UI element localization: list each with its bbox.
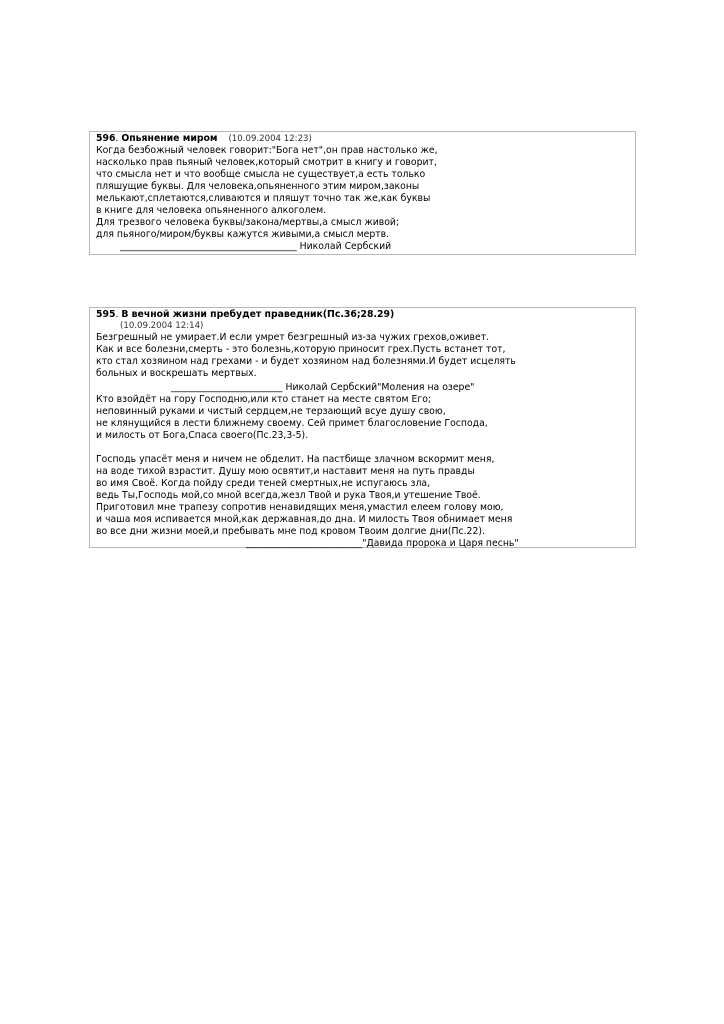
text-line: для пьяного/миром/буквы кажутся живыми,а смысл мертв. bbox=[96, 229, 390, 240]
post-number: 596 bbox=[96, 133, 116, 144]
text-line: неповинный руками и чистый сердцем,не терзающий всуе душу свою, bbox=[96, 406, 446, 417]
text-line: во все дни жизни моей,и пребывать мне под кровом Твоим долгие дни(Пс.22). bbox=[96, 526, 485, 537]
post-header: 595. В вечной жизни пребудет праведник(Пс.36;28.29) bbox=[96, 309, 395, 320]
text-line: кто стал хозяином над грехами - и будет хозяином над болезнями.И будет исцелять bbox=[96, 356, 516, 367]
post-title[interactable]: В вечной жизни пребудет праведник(Пс.36;28.29) bbox=[121, 309, 395, 320]
post-signature: ______________________________________ Николай Сербский bbox=[120, 241, 392, 252]
text-line: пляшущие буквы. Для человека,опьяненного этим миром,законы bbox=[96, 181, 420, 192]
post-number: 595 bbox=[96, 309, 116, 320]
text-line: Господь упасёт меня и ничем не обделит. На пастбище злачном вскормит меня, bbox=[96, 454, 495, 465]
text-line: на воде тихой взрастит. Душу мою освятит,и наставит меня на путь правды bbox=[96, 466, 475, 477]
text-line: Как и все болезни,смерть - это болезнь,которую приносит грех.Пусть встанет тот, bbox=[96, 344, 506, 355]
paragraph-gap bbox=[96, 442, 629, 454]
text-line: Когда безбожный человек говорит:"Бога нет",он прав настолько же, bbox=[96, 145, 438, 156]
text-line: в книге для человека опьяненного алкоголем. bbox=[96, 205, 327, 216]
post-body bbox=[96, 145, 629, 253]
text-line: и чаша моя испивается мной,как державная,до дна. И милость Твоя обнимает меня bbox=[96, 514, 513, 525]
text-line: что смысла нет и что вообще смысла не существует,а есть только bbox=[96, 169, 426, 180]
text-line: насколько прав пьяный человек,который смотрит в книгу и говорит, bbox=[96, 157, 437, 168]
post-date: (10.09.2004 12:23) bbox=[228, 134, 312, 144]
text-line: Для трезвого человека буквы/закона/мертвы,а смысл живой; bbox=[96, 217, 400, 228]
post-date: (10.09.2004 12:14) bbox=[120, 321, 204, 331]
text-line: мелькают,сплетаются,сливаются и пляшут точно так же,как буквы bbox=[96, 193, 431, 204]
text-line: не клянущийся в лести ближнему своему. Сей примет благословение Господа, bbox=[96, 418, 488, 429]
text-line: Кто взойдёт на гору Господню,или кто станет на месте святом Его; bbox=[96, 394, 432, 405]
post-signature: _________________________"Давида пророка и Царя песнь" bbox=[246, 538, 519, 549]
post-596 bbox=[89, 131, 636, 255]
text-line: ведь Ты,Господь мой,со мной всегда,жезл Твой и рука Твоя,и утешение Твоё. bbox=[96, 490, 481, 501]
text-line: и милость от Бога,Спаса своего(Пс.23,3-5). bbox=[96, 430, 309, 441]
text-line: больных и воскрешать мертвых. bbox=[96, 368, 257, 379]
text-line: Безгрешный не умирает.И если умрет безгрешный из-за чужих грехов,оживет. bbox=[96, 332, 490, 343]
post-header: 596. Опьянение миром (10.09.2004 12:23) bbox=[96, 133, 312, 144]
text-line: Приготовил мне трапезу сопротив ненавидящих меня,умастил елеем голову мою, bbox=[96, 502, 504, 513]
post-title[interactable]: Опьянение миром bbox=[121, 133, 218, 144]
text-line: во имя Своё. Когда пойду среди теней смертных,не испугаюсь зла, bbox=[96, 478, 431, 489]
post-595 bbox=[89, 307, 636, 548]
post-body bbox=[96, 332, 629, 550]
post-signature: ________________________ Николай Сербский"Моления на озере" bbox=[171, 382, 475, 393]
